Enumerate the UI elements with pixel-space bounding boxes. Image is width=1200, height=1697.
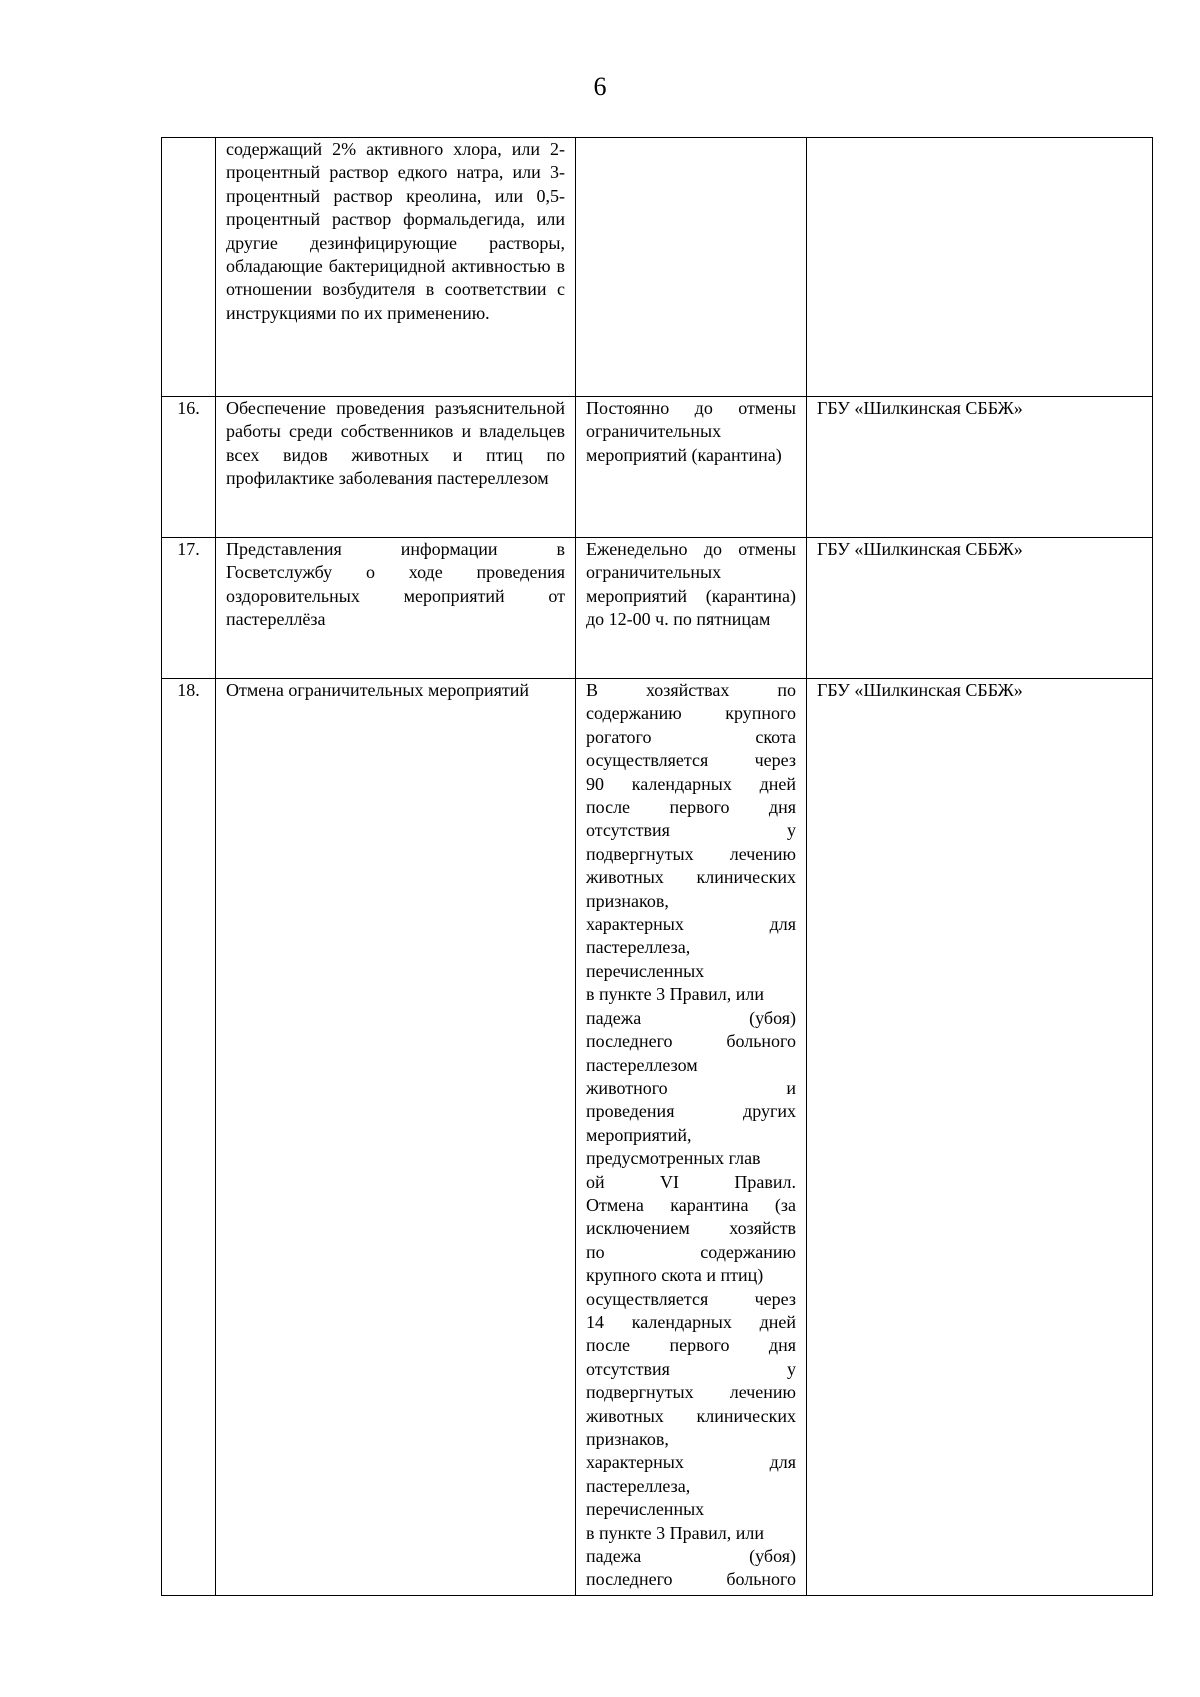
term-cell: Еженедельно до отмены ограничительных мероприятий (карантина) до 12-00 ч. по пятницам xyxy=(576,538,807,679)
term-line: в пункте 3 Правил, или xyxy=(586,1522,764,1543)
term-line: пастереллеза, xyxy=(586,1475,691,1496)
term-line: последнего больного xyxy=(586,1569,796,1590)
term-line: животных клинических xyxy=(586,1405,796,1426)
term-line: содержанию крупного xyxy=(586,703,796,724)
term-line: последнего больного xyxy=(586,1031,796,1052)
term-line: характерных для xyxy=(586,914,796,935)
term-line: падежа (убоя) xyxy=(586,1007,796,1028)
table-row xyxy=(162,538,1153,679)
term-line: предусмотренных глав xyxy=(586,1148,761,1169)
term-line: крупного скота и птиц) xyxy=(586,1265,764,1286)
term-line: перечисленных xyxy=(586,1499,705,1520)
responsible-cell: ГБУ «Шилкинская СББЖ» xyxy=(807,679,1153,1596)
term-line: по содержанию xyxy=(586,1241,796,1262)
row-number: 18. xyxy=(162,679,216,1596)
responsible-cell xyxy=(807,138,1153,397)
term-line: проведения других xyxy=(586,1101,796,1122)
responsible-cell: ГБУ «Шилкинская СББЖ» xyxy=(807,538,1153,679)
term-line: пастереллезом xyxy=(586,1054,698,1075)
term-line: подвергнутых лечению xyxy=(586,1382,796,1403)
action-cell: содержащий 2% активного хлора, или 2-процентный раствор едкого натра, или 3-процентный раствор креолина, или 0,5-процентный раствор формальдегида, или другие дезинфицирующие растворы, обладающие бактерицидной активностью в отношении возбудителя в соответствии с инструкциями по их применению. xyxy=(216,138,576,397)
term-line: животных клинических xyxy=(586,867,796,888)
term-line: пастереллеза, xyxy=(586,937,691,958)
term-line: 14 календарных дней xyxy=(586,1311,796,1332)
term-line: осуществляется через xyxy=(586,750,796,771)
measures-table xyxy=(161,137,1153,1596)
page-number: 6 xyxy=(593,72,607,101)
table-row xyxy=(162,679,1153,1596)
term-line: подвергнутых лечению xyxy=(586,843,796,864)
term-line: мероприятий, xyxy=(586,1124,692,1145)
term-line: после первого дня xyxy=(586,797,796,818)
action-cell: Обеспечение проведения разъяснительной работы среди собственников и владельцев всех видов животных и птиц по профилактике заболевания пастереллезом xyxy=(216,397,576,538)
term-line: 90 календарных дней xyxy=(586,773,796,794)
term-line: после первого дня xyxy=(586,1335,796,1356)
term-line: характерных для xyxy=(586,1452,796,1473)
term-line: исключением хозяйств xyxy=(586,1218,796,1239)
term-line: в пункте 3 Правил, или xyxy=(586,984,764,1005)
term-line: признаков, xyxy=(586,1429,669,1449)
row-number: 17. xyxy=(162,538,216,679)
term-line: ой VI Правил. xyxy=(586,1171,796,1192)
term-cell xyxy=(576,138,807,397)
row-number xyxy=(162,138,216,397)
term-line: животного и xyxy=(586,1077,796,1098)
term-line: падежа (убоя) xyxy=(586,1546,796,1567)
row-number: 16. xyxy=(162,397,216,538)
term-cell xyxy=(576,679,807,1596)
responsible-cell: ГБУ «Шилкинская СББЖ» xyxy=(807,397,1153,538)
term-line: В хозяйствах по xyxy=(586,680,796,700)
term-line: Отмена карантина (за xyxy=(586,1194,796,1215)
term-line: осуществляется через xyxy=(586,1288,796,1309)
term-cell: Постоянно до отмены ограничительных мероприятий (карантина) xyxy=(576,397,807,538)
term-line: признаков, xyxy=(586,890,669,911)
table-row xyxy=(162,397,1153,538)
term-line: рогатого скота xyxy=(586,726,796,747)
action-cell: Представления информации в Госветслужбу о ходе проведения оздоровительных мероприятий от пастереллёза xyxy=(216,538,576,679)
term-line: отсутствия у xyxy=(586,820,796,841)
term-line: отсутствия у xyxy=(586,1358,796,1379)
action-cell: Отмена ограничительных мероприятий xyxy=(216,679,576,1596)
term-line: перечисленных xyxy=(586,960,705,981)
table-row xyxy=(162,138,1153,397)
